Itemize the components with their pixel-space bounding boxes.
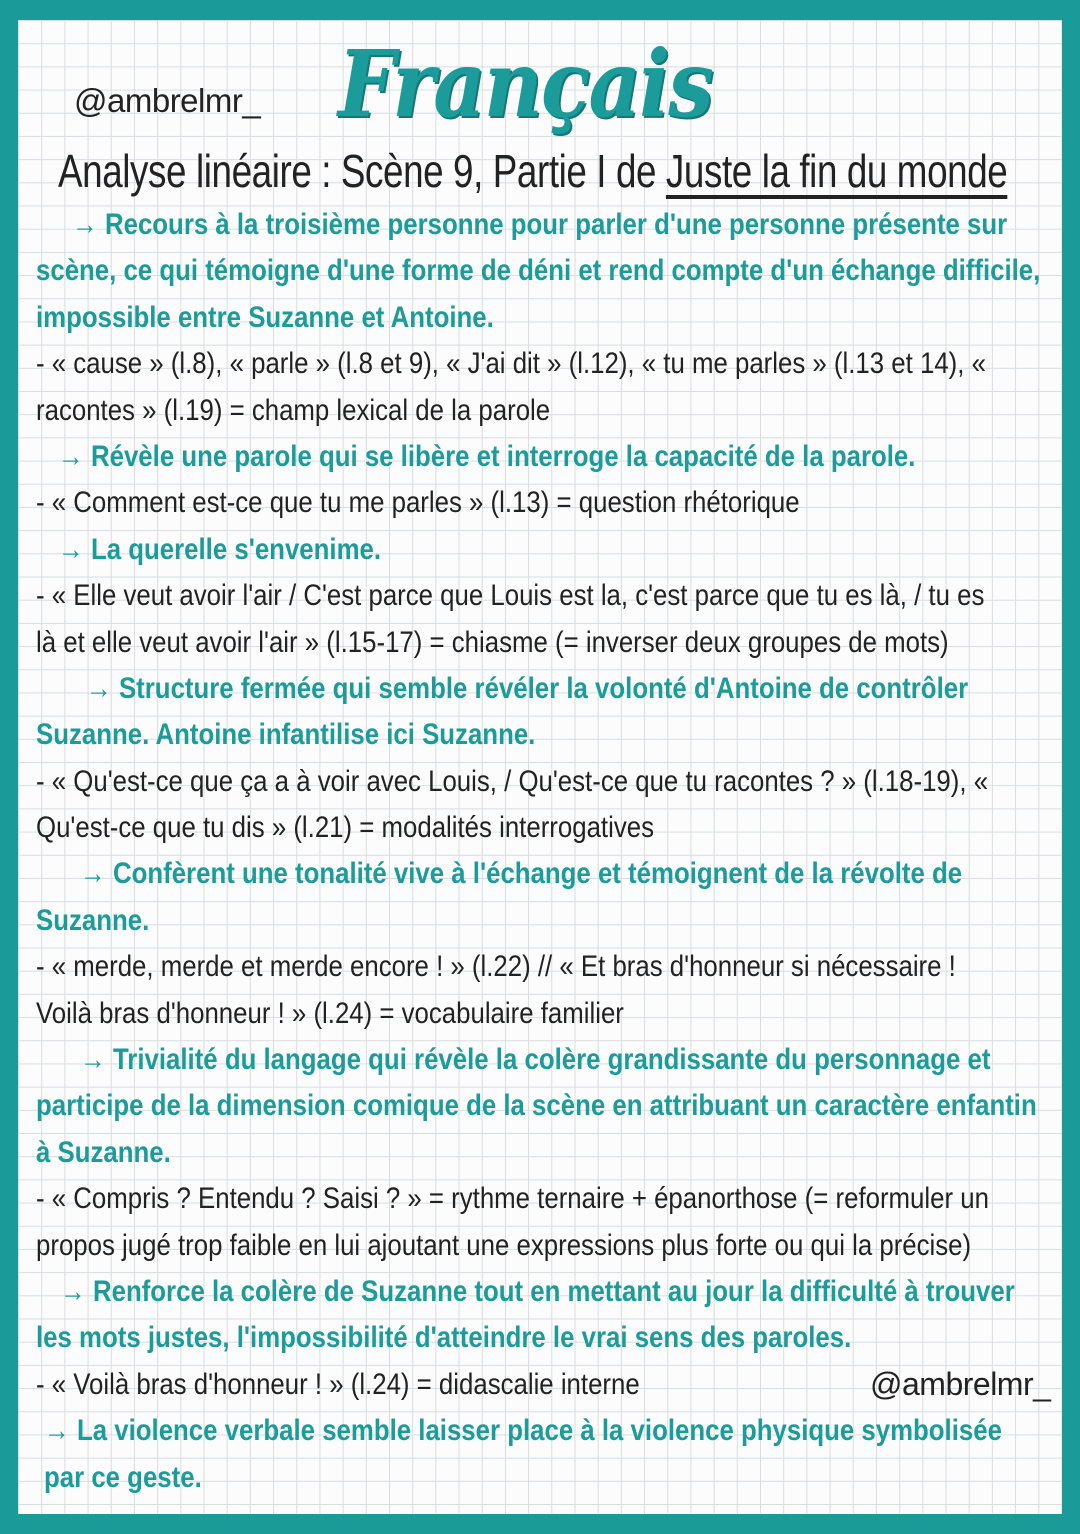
page-subtitle (58, 144, 1008, 198)
analysis-body (36, 202, 1044, 1501)
quote-line: - « Comment est-ce que tu me parles » (l.13) = question rhétorique (36, 486, 800, 520)
analysis-comment-line: → Recours à la troisième personne pour parler d'une personne présente sur (72, 208, 1008, 241)
quote-line: - « Elle veut avoir l'air / C'est parce que Louis est la, c'est parce que tu es là, / tu es (36, 579, 985, 613)
analysis-comment-line: par ce geste. (44, 1460, 202, 1494)
analysis-comment-line: → La violence verbale semble laisser place à la violence physique symbolisée (44, 1414, 1002, 1448)
author-handle-bottom: @ambrelmr_ (870, 1366, 1051, 1402)
analysis-comment-line: → Révèle une parole qui se libère et interroge la capacité de la parole. (58, 439, 916, 473)
analysis-comment-line: participe de la dimension comique de la scène en attribuant un caractère enfantin (36, 1089, 1037, 1123)
analysis-comment-line: les mots justes, l'impossibilité d'atteindre le vrai sens des paroles. (36, 1321, 852, 1355)
quote-line: là et elle veut avoir l'air » (l.15-17) = chiasme (= inverser deux groupes de mots) (36, 625, 949, 659)
subtitle-work-title: Juste la fin du monde (665, 145, 1008, 197)
quote-line: - « Compris ? Entendu ? Saisi ? » = rythme ternaire + épanorthose (= reformuler un (36, 1182, 989, 1216)
analysis-comment-line: à Suzanne. (36, 1135, 171, 1169)
analysis-comment-line: → Structure fermée qui semble révéler la volonté d'Antoine de contrôler (86, 671, 969, 705)
analysis-comment-line: Suzanne. Antoine infantilise ici Suzanne. (36, 718, 536, 752)
quote-line: Qu'est-ce que tu dis » (l.21) = modalités interrogatives (36, 811, 654, 845)
quote-line: - « Voilà bras d'honneur ! » (l.24) = didascalie interne (36, 1367, 640, 1401)
quote-line: - « merde, merde et merde encore ! » (l.22) // « Et bras d'honneur si nécessaire ! (36, 950, 956, 984)
analysis-comment-line: → Trivialité du langage qui révèle la colère grandissante du personnage et (80, 1043, 991, 1077)
quote-line: - « cause » (l.8), « parle » (l.8 et 9), « J'ai dit » (l.12), « tu me parles » (l.13 et 14), « (36, 347, 986, 381)
author-handle-top: @ambrelmr_ (74, 82, 261, 119)
subtitle-prefix: Analyse linéaire : Scène 9, Partie I de (58, 145, 666, 197)
note-page (18, 20, 1062, 1514)
analysis-comment-line: Suzanne. (36, 903, 150, 937)
quote-line: racontes » (l.19) = champ lexical de la parole (36, 393, 551, 427)
analysis-comment-line: → Confèrent une tonalité vive à l'échange et témoignent de la révolte de (80, 857, 963, 891)
page-title: Français (338, 30, 713, 138)
analysis-comment-line: → Renforce la colère de Suzanne tout en mettant au jour la difficulté à trouver (60, 1274, 1015, 1308)
quote-line: Voilà bras d'honneur ! » (l.24) = vocabulaire familier (36, 996, 624, 1030)
quote-line: - « Qu'est-ce que ça a à voir avec Louis, / Qu'est-ce que tu racontes ? » (l.18-19), « (36, 764, 989, 798)
analysis-comment-line: impossible entre Suzanne et Antoine. (36, 300, 494, 334)
analysis-comment-line: scène, ce qui témoigne d'une forme de déni et rend compte d'un échange difficile, (36, 254, 1041, 288)
analysis-comment-line: → La querelle s'envenime. (58, 532, 382, 566)
quote-line: propos jugé trop faible en lui ajoutant une expressions plus forte ou qui la précise) (36, 1228, 972, 1262)
